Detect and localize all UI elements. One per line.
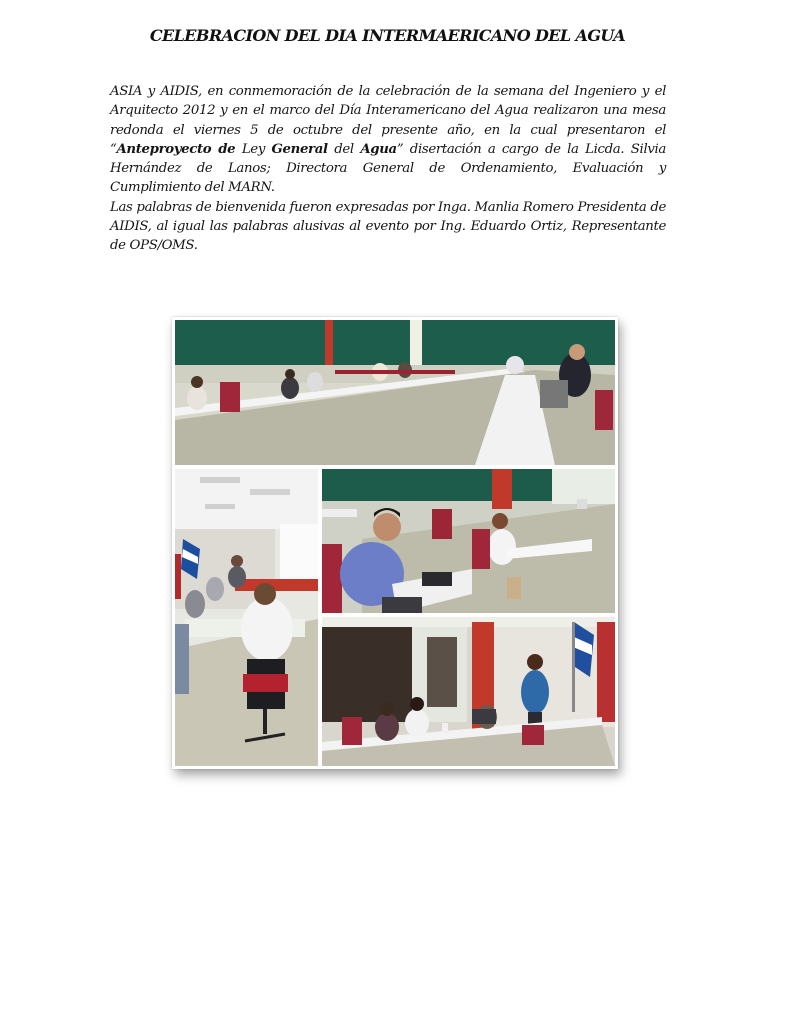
meeting-room-wide-photo — [175, 320, 615, 465]
laptop-attendee-photo — [322, 469, 615, 613]
paragraph-2: Las palabras de bienvenida fueron expresadas por Inga. Manlia Romero Presidenta de AIDIS, al igual las palabras alusivas al evento por Ing. Eduardo Ortiz, Representante de OPS/OMS. — [110, 199, 666, 254]
page-title: CELEBRACION DEL DIA INTERMAERICANO DEL AGUA — [149, 26, 626, 45]
body-text — [110, 82, 666, 256]
paragraph-1: ASIA y AIDIS, en conmemoración de la celebración de la semana del Ingeniero y el Arquitecto 2012 y en el marco del Día Interamericano del Agua realizaron una mesa redonda el viernes 5 de octubre del presente año, en la cual presentaron el “Anteproyecto de Ley General del Agua” disertación a cargo de la Licda. Silvia Hernández de Lanos; Directora General de Ordenamiento, Evaluación y Cumplimiento del MARN. — [110, 84, 666, 196]
meeting-room-flag-photo — [175, 469, 318, 766]
photo-collage — [172, 317, 618, 769]
speaker-presenting-photo — [322, 617, 615, 766]
